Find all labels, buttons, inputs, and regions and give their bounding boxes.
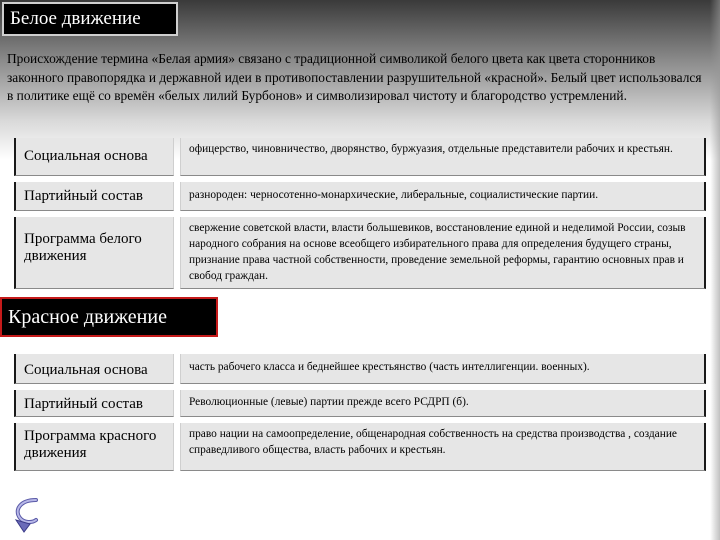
row-value-social-base: часть рабочего класса и беднейшее крестьянство (часть интеллигенции. военных). [180, 354, 706, 384]
table-row [14, 390, 706, 417]
row-label-party-composition: Партийный состав [14, 390, 174, 417]
row-value-program: право нации на самоопределение, общенародная собственность на средства производства , создание справедливого общества, власть рабочих и крестьян. [180, 423, 706, 471]
white-movement-title: Белое движение [2, 2, 178, 36]
red-movement-table [14, 354, 706, 477]
row-value-party-composition: разнороден: черносотенно-монархические, либеральные, социалистические партии. [180, 182, 706, 211]
white-movement-intro: Происхождение термина «Белая армия» связано с традиционной символикой белого цвета как цвета сторонников законного правопорядка и державной идеи в противопоставлении разрушительной «красной». Белый цвет использовался в политике ещё со времён «белых лилий Бурбонов» и символизировал чистоту и благородство устремлений. [7, 51, 702, 104]
row-value-program: свержение советской власти, власти большевиков, восстановление единой и неделимой России, созыв народного собрания на основе всеобщего избирательного права для определения будущего страны, признание права частной собственности, проведение земельной реформы, гарантию основных прав и свобод граждан. [180, 217, 706, 289]
table-row [14, 138, 706, 176]
table-row [14, 423, 706, 471]
row-label-social-base: Социальная основа [14, 138, 174, 176]
return-arrow-icon[interactable] [10, 496, 46, 536]
table-row [14, 182, 706, 211]
row-label-program: Программа белого движения [14, 217, 174, 289]
row-label-party-composition: Партийный состав [14, 182, 174, 211]
red-movement-title: Красное движение [0, 297, 218, 337]
table-row [14, 354, 706, 384]
white-movement-table [14, 138, 706, 295]
table-row [14, 217, 706, 289]
row-value-social-base: офицерство, чиновничество, дворянство, буржуазия, отдельные представители рабочих и крестьян. [180, 138, 706, 176]
row-label-social-base: Социальная основа [14, 354, 174, 384]
row-value-party-composition: Революционные (левые) партии прежде всего РСДРП (б). [180, 390, 706, 417]
row-label-program: Программа красного движения [14, 423, 174, 471]
right-edge-shadow [710, 0, 720, 540]
